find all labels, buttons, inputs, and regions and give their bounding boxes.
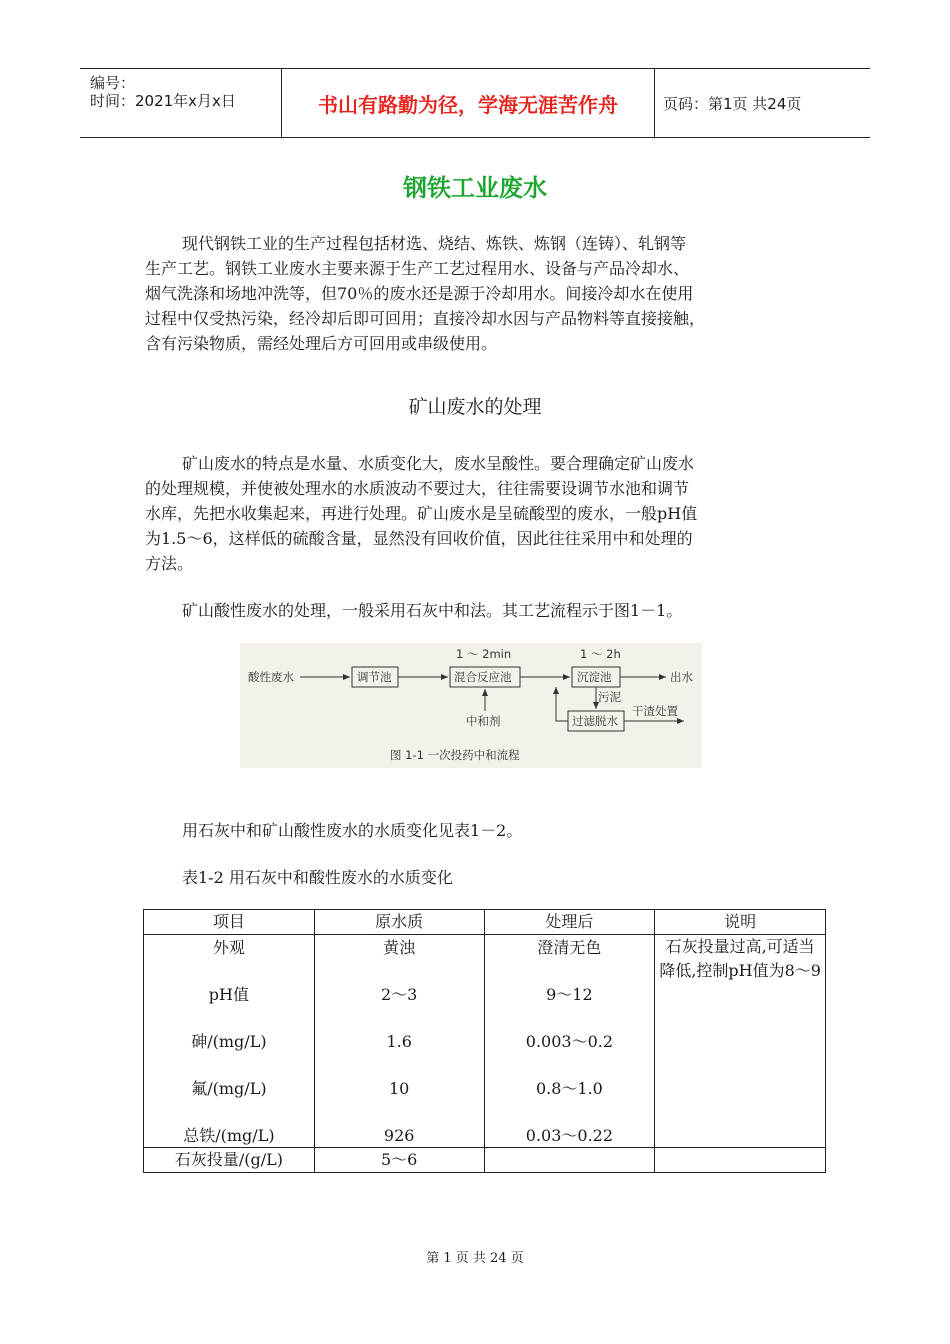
header-cell: 项目 [144, 910, 315, 935]
motto: 书山有路勤为径，学海无涯苦作舟 [281, 69, 655, 137]
mine-line: 方法。 [145, 554, 194, 573]
treated-text: 0.03～0.22 [525, 1126, 614, 1145]
page-header [80, 68, 870, 138]
empty-cell [655, 1148, 826, 1173]
header-meta [80, 69, 280, 137]
box-regulating-tank-label: 调节池 [357, 670, 392, 684]
raw-text: 1.6 [386, 1032, 412, 1051]
mine-line: 水库，先把水收集起来，再进行处理。矿山废水是呈硫酸型的废水，一般pH值 [145, 504, 698, 523]
page-label: 页码：第1页 共24页 [663, 94, 802, 113]
intro-paragraph [145, 231, 805, 356]
lime-dose-label: 石灰投量/(g/L) [144, 1148, 315, 1173]
item-text: 总铁/(mg/L) [183, 1126, 275, 1145]
header-cell: 原水质 [314, 910, 484, 935]
section-title: 矿山废水的处理 [408, 396, 542, 418]
acid-paragraph: 矿山酸性废水的处理，一般采用石灰中和法。其工艺流程示于图1－1。 [182, 601, 683, 620]
figure-caption: 图 1-1 一次投药中和流程 [390, 748, 520, 762]
table-body-row [144, 935, 826, 1148]
flow-diagram [240, 643, 702, 768]
note-cell: 石灰投量过高,可适当降低,控制pH值为8～9 [655, 935, 826, 1148]
intro-line: 现代钢铁工业的生产过程包括材选、烧结、炼铁、炼钢（连铸）、轧钢等 [182, 234, 687, 253]
time2-label: 1 ～ 2h [580, 647, 621, 661]
box-mixing-tank-label: 混合反应池 [454, 670, 512, 684]
number-label: 编号： [90, 74, 136, 92]
treated-text: 澄清无色 [537, 938, 602, 957]
mine-paragraph [145, 451, 805, 576]
item-text: pH值 [208, 985, 249, 1004]
intro-line: 含有污染物质，需经处理后方可回用或串级使用。 [145, 334, 498, 353]
table-last-row [144, 1148, 826, 1173]
time1-label: 1 ～ 2min [456, 647, 512, 661]
mine-line: 的处理规模，并使被处理水的水质波动不要过大，往往需要设调节水池和调节 [145, 479, 690, 498]
page-footer: 第 1 页 共 24 页 [426, 1251, 524, 1266]
treated-text: 9～12 [546, 985, 593, 1004]
item-text: 氟/(mg/L) [191, 1079, 267, 1098]
lime-dose-value: 5～6 [314, 1148, 484, 1173]
item-text: 外观 [212, 938, 245, 957]
item-text: 砷/(mg/L) [191, 1032, 267, 1051]
sludge-label: 污泥 [598, 690, 621, 704]
table-caption: 表1-2 用石灰中和酸性废水的水质变化 [182, 868, 453, 887]
box-settling-tank-label: 沉淀池 [577, 670, 612, 684]
mine-line: 矿山废水的特点是水量、水质变化大，废水呈酸性。要合理确定矿山废水 [182, 454, 695, 473]
output-label: 出水 [670, 670, 693, 684]
treated-text: 0.8～1.0 [535, 1079, 603, 1098]
header-cell: 说明 [655, 910, 826, 935]
items-cell [144, 935, 315, 1148]
header-cell: 处理后 [484, 910, 655, 935]
input-label: 酸性废水 [248, 670, 294, 684]
raw-text: 926 [383, 1126, 415, 1145]
box-filter-label: 过滤脱水 [572, 714, 618, 728]
residue-label: 干渣处置 [632, 704, 678, 718]
recycle-arrow [556, 687, 568, 721]
raw-text: 黄浊 [383, 938, 416, 957]
mine-line: 为1.5～6，这样低的硫酸含量，显然没有回收价值，因此往往采用中和处理的 [145, 529, 693, 548]
empty-cell [484, 1148, 655, 1173]
treated-text: 0.003～0.2 [525, 1032, 614, 1051]
table-reference: 用石灰中和矿山酸性废水的水质变化见表1－2。 [182, 821, 523, 840]
table-header-row [144, 910, 826, 935]
intro-line: 生产工艺。钢铁工业废水主要来源于生产工艺过程用水、设备与产品冷却水、 [145, 259, 690, 278]
intro-line: 烟气洗涤和场地冲洗等，但70％的废水还是源于冷却用水。间接冷却水在使用 [145, 284, 694, 303]
raw-cell [314, 935, 484, 1148]
water-quality-table [143, 909, 826, 1173]
raw-text: 10 [388, 1079, 410, 1098]
time-label: 时间：2021年x月x日 [90, 92, 236, 110]
document-title: 钢铁工业废水 [403, 174, 547, 202]
intro-line: 过程中仅受热污染，经冷却后即可回用；直接冷却水因与产品物料等直接接触， [145, 309, 706, 328]
raw-text: 2～3 [380, 985, 418, 1004]
treated-cell [484, 935, 655, 1148]
reagent-label: 中和剂 [466, 714, 501, 728]
